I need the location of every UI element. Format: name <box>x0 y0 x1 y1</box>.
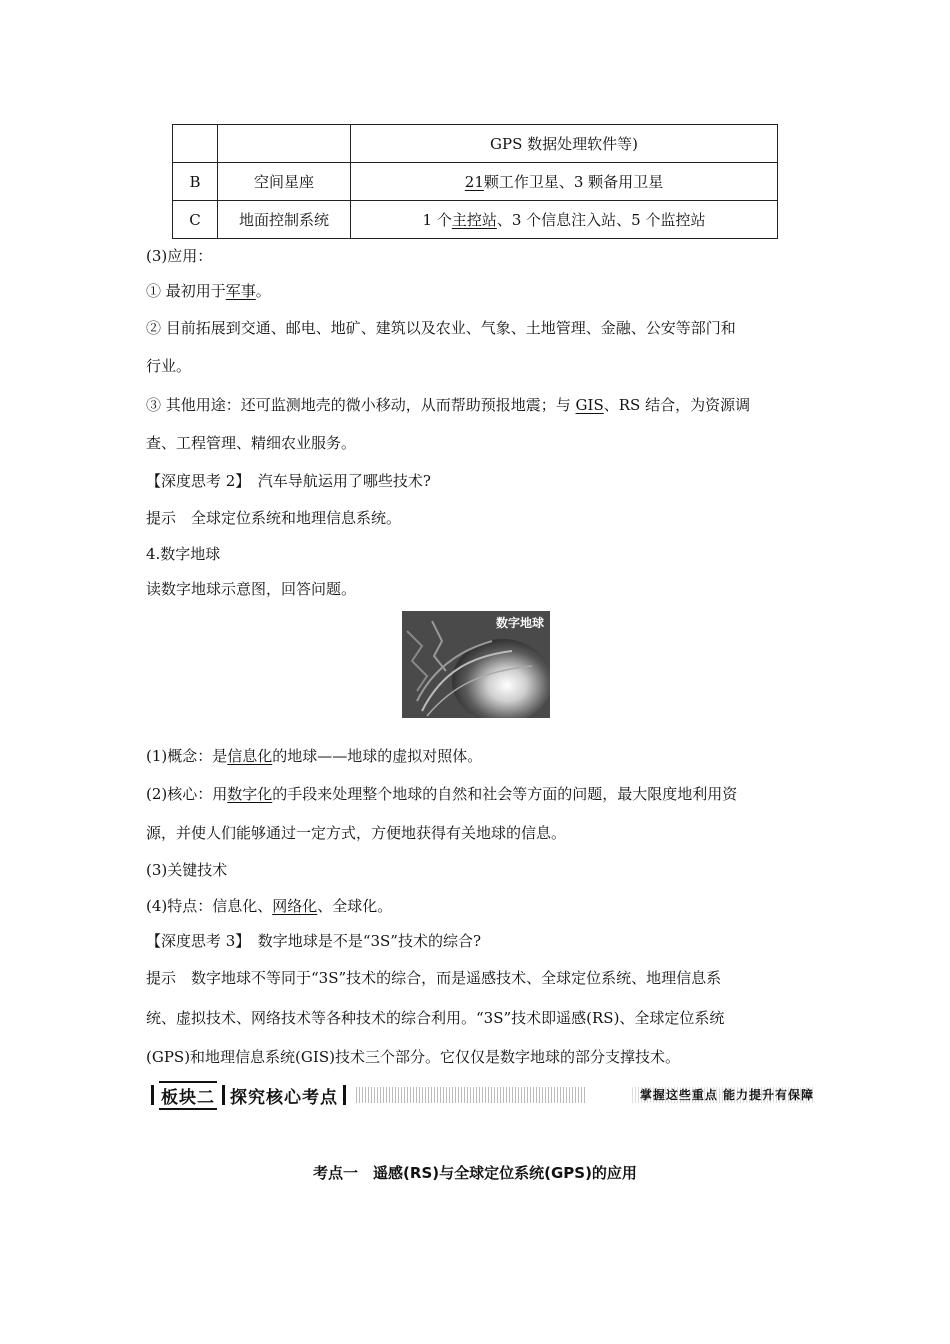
table-cell: 空间星座 <box>218 163 351 201</box>
application-item-3-cont: 查、工程管理、精细农业服务。 <box>146 434 357 452</box>
underlined-answer: 主控站 <box>451 211 497 229</box>
text: 、RS 结合，为资源调 <box>603 396 751 414</box>
digital-earth-figure <box>402 611 550 718</box>
application-item-3 <box>146 394 750 415</box>
banner-title <box>146 1083 351 1107</box>
deep-think-2-answer: 提示 全球定位系统和地理信息系统。 <box>146 509 402 527</box>
application-item-1 <box>146 280 271 301</box>
deep-think-2-question: 【深度思考 2】 汽车导航运用了哪些技术? <box>146 472 431 490</box>
figure-title: 数字地球 <box>495 616 544 630</box>
deep-think-3-answer-1: 提示 数字地球不等同于“3S”技术的综合，而是遥感技术、全球定位系统、地理信息系 <box>146 969 722 987</box>
underlined-answer: GIS <box>575 396 604 414</box>
text: 的地球——地球的虚拟对照体。 <box>272 747 483 765</box>
underlined-answer: 信息化 <box>227 747 273 765</box>
table-cell: C <box>173 201 218 239</box>
application-item-2: ② 目前拓展到交通、邮电、地矿、建筑以及农业、气象、土地管理、金融、公安等部门和 <box>146 319 736 337</box>
banner-subtitle: 探究核心考点 <box>230 1087 338 1108</box>
text: ③ 其他用途：还可监测地壳的微小移动，从而帮助预报地震；与 <box>146 396 576 414</box>
table-cell: GPS 数据处理软件等) <box>351 125 778 163</box>
banner-decoration <box>356 1087 586 1103</box>
table-row <box>173 125 778 163</box>
section-heading: 考点一 遥感(RS)与全球定位系统(GPS)的应用 <box>313 1164 637 1182</box>
table-row <box>173 163 778 201</box>
table-cell <box>173 125 218 163</box>
divider <box>151 1085 154 1105</box>
underlined-answer: 数字化 <box>227 785 273 803</box>
application-item-2-cont: 行业。 <box>146 357 192 375</box>
deep-think-3-answer-3: (GPS)和地理信息系统(GIS)技术三个部分。它仅仅是数字地球的部分支撑技术。 <box>146 1048 680 1066</box>
concept-line <box>146 745 482 766</box>
text: 。 <box>255 282 271 300</box>
table-row <box>173 201 778 239</box>
text: (4)特点：信息化、 <box>146 897 273 915</box>
deep-think-3-question: 【深度思考 3】 数字地球是不是“3S”技术的综合? <box>146 932 482 950</box>
underlined-answer: 军事 <box>225 282 256 300</box>
text: 、全球化。 <box>317 897 393 915</box>
application-heading: (3)应用： <box>146 247 213 265</box>
deep-think-3-answer-2: 统、虚拟技术、网络技术等各种技术的综合利用。“3S”技术即遥感(RS)、全球定位系统 <box>146 1009 725 1027</box>
banner-label: 板块二 <box>159 1081 217 1110</box>
digital-earth-intro: 读数字地球示意图，回答问题。 <box>146 580 357 598</box>
table-cell: B <box>173 163 218 201</box>
digital-earth-title: 4.数字地球 <box>146 545 221 563</box>
cell-text: 1 个 <box>422 211 452 229</box>
key-tech-line: (3)关键技术 <box>146 861 228 879</box>
table-cell <box>351 201 778 239</box>
banner-slogan: 掌握这些重点 能力提升有保障 <box>632 1087 814 1103</box>
text: 的手段来处理整个地球的自然和社会等方面的问题，最大限度地利用资 <box>272 785 738 803</box>
cell-text: 颗工作卫星、3 颗备用卫星 <box>483 173 664 191</box>
divider <box>343 1085 346 1105</box>
core-line-cont: 源，并使人们能够通过一定方式，方便地获得有关地球的信息。 <box>146 824 567 842</box>
underlined-answer: 网络化 <box>272 897 318 915</box>
text: (2)核心：用 <box>146 785 228 803</box>
text: (1)概念：是 <box>146 747 228 765</box>
text: ① 最初用于 <box>146 282 226 300</box>
features-line <box>146 895 392 916</box>
table-cell <box>351 163 778 201</box>
core-line <box>146 783 737 804</box>
underlined-answer: 21 <box>464 173 484 191</box>
table-cell: 地面控制系统 <box>218 201 351 239</box>
gps-components-table <box>172 124 778 239</box>
table-cell <box>218 125 351 163</box>
section-banner <box>146 1083 814 1109</box>
divider <box>222 1085 225 1105</box>
cell-text: 、3 个信息注入站、5 个监控站 <box>496 211 706 229</box>
